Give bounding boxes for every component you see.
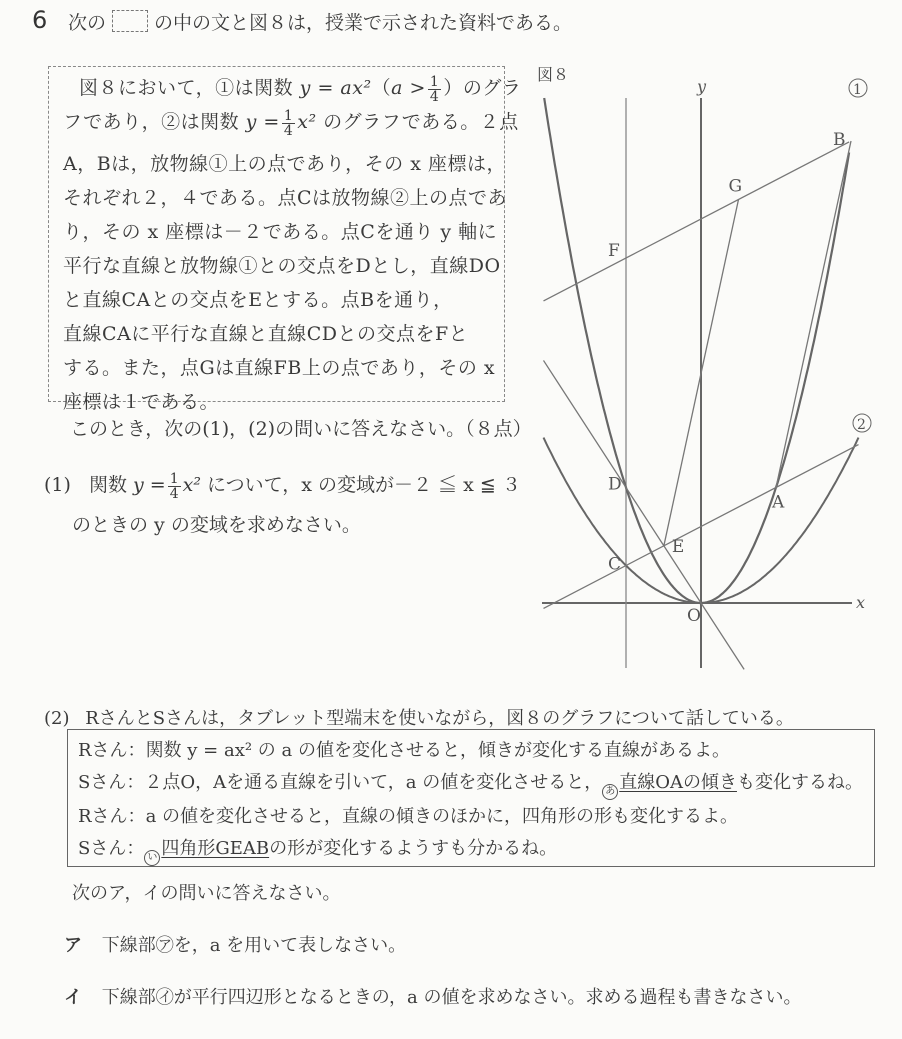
- instructions: このとき，次の(1)，(2)の問いに答えなさい。（８点）: [70, 418, 532, 440]
- problem-line-4: それぞれ２，４である。点Cは放物線②上の点であ: [63, 187, 508, 209]
- label-curve-1: 1: [853, 82, 862, 98]
- text: 関数: [88, 474, 134, 496]
- utterance: も変化するね。: [736, 772, 863, 793]
- label-g: G: [728, 176, 743, 197]
- numerator: 1: [429, 73, 440, 90]
- problem-line-8: 直線CAに平行な直線と直線CDとの交点をFと: [63, 323, 469, 345]
- numerator: 1: [283, 107, 294, 124]
- label-b: B: [833, 130, 846, 150]
- label-e: E: [671, 536, 685, 557]
- utterance: ２点O，Aを通る直線を引いて，a の値を変化させると，: [144, 772, 603, 793]
- equation-tail: x²: [182, 474, 201, 496]
- q2-number: (2): [44, 708, 70, 729]
- sub-question-i: [64, 983, 801, 1009]
- q2-intro-line: [44, 704, 794, 730]
- equation: y =: [245, 111, 280, 133]
- label-d: D: [608, 474, 622, 495]
- label-y-axis: y: [697, 77, 707, 96]
- dialogue-line-4: [78, 834, 557, 866]
- text: 座標は１である。: [63, 391, 220, 413]
- question-number: 6: [32, 6, 48, 34]
- parabola-1: [544, 98, 849, 603]
- intro-text-before: 次の: [68, 12, 107, 34]
- line-fb: [544, 142, 850, 301]
- equation: y = ax²: [299, 77, 372, 99]
- problem-line-6: 平行な直線と放物線①との交点をDとし，直線DO: [63, 255, 501, 277]
- problem-line-7: と直線CAとの交点をEとする。点Bを通り，: [63, 289, 453, 311]
- speaker: Rさん：: [78, 740, 146, 761]
- circled-marker-a: あ: [602, 784, 618, 800]
- text: フであり，②は関数: [63, 111, 246, 133]
- utterance: の形が変化するようすも分かるね。: [269, 838, 558, 859]
- figure-title: 図８: [537, 65, 570, 84]
- label-c: C: [608, 554, 622, 575]
- label-origin: O: [687, 606, 701, 626]
- sub-question-label: ア: [64, 935, 82, 956]
- sub-question-a: [64, 931, 406, 957]
- dialogue-line-2: [78, 768, 863, 800]
- underlined-phrase-i: 四角形GEAB: [161, 838, 270, 859]
- text: ）のグラ: [443, 77, 522, 99]
- numerator: 1: [169, 470, 179, 487]
- denominator: 4: [429, 88, 440, 105]
- text: のグラフである。２点: [316, 111, 519, 133]
- sub-question-text: 下線部㋐を，a を用いて表しなさい。: [101, 935, 407, 956]
- inequality: a >: [391, 77, 426, 99]
- sub-question-label: イ: [64, 987, 82, 1008]
- text: 図８において，①は関数: [79, 77, 300, 99]
- text: について，x の変域が－２ ≦ x ≦ ３: [200, 474, 521, 496]
- text: （: [371, 77, 392, 99]
- line-do: [544, 360, 745, 669]
- problem-line-9: する。また，点Gは直線FB上の点であり，その x: [63, 357, 496, 379]
- segment-ab: [776, 141, 851, 488]
- speaker: Rさん：: [78, 806, 146, 827]
- intro-text-after: の中の文と図８は，授業で示された資料である。: [154, 12, 573, 34]
- speaker: Sさん：: [78, 838, 145, 859]
- equation: y =: [133, 474, 166, 496]
- problem-line-5: り，その x 座標は－２である。点Cを通り y 軸に: [63, 221, 498, 243]
- q1-number: (1): [44, 474, 71, 496]
- sub-question-text: 下線部㋑が平行四辺形となるときの，a の値を求めなさい。求める過程も書きなさい。: [101, 987, 802, 1008]
- dialogue-line-1: [78, 736, 730, 762]
- denominator: 4: [283, 122, 294, 139]
- circled-marker-i: い: [144, 850, 160, 866]
- label-curve-2: 2: [857, 417, 866, 433]
- utterance: 関数 y = ax² の a の値を変化させると，傾きが変化する直線があるよ。: [145, 740, 730, 761]
- dialogue-box: [67, 729, 875, 867]
- problem-line-3: A，Bは，放物線①上の点であり，その x 座標は，: [63, 153, 506, 175]
- equation-tail: x²: [297, 111, 317, 133]
- label-f: F: [608, 241, 620, 261]
- label-a: A: [772, 492, 785, 513]
- speaker: Sさん：: [78, 772, 145, 793]
- sub-intro: 次のア，イの問いに答えなさい。: [72, 883, 341, 904]
- label-x-axis: x: [856, 593, 866, 612]
- q1-line-2: のときの y の変域を求めなさい。: [72, 514, 361, 536]
- denominator: 4: [169, 485, 179, 502]
- dialogue-line-3: [78, 802, 738, 828]
- q2-intro: RさんとSさんは，タブレット型端末を使いながら，図８のグラフについて話している。: [85, 708, 794, 729]
- utterance: a の値を変化させると，直線の傾きのほかに，四角形の形も変化するよ。: [145, 806, 739, 827]
- underlined-phrase-a: 直線OAの傾き: [619, 772, 737, 793]
